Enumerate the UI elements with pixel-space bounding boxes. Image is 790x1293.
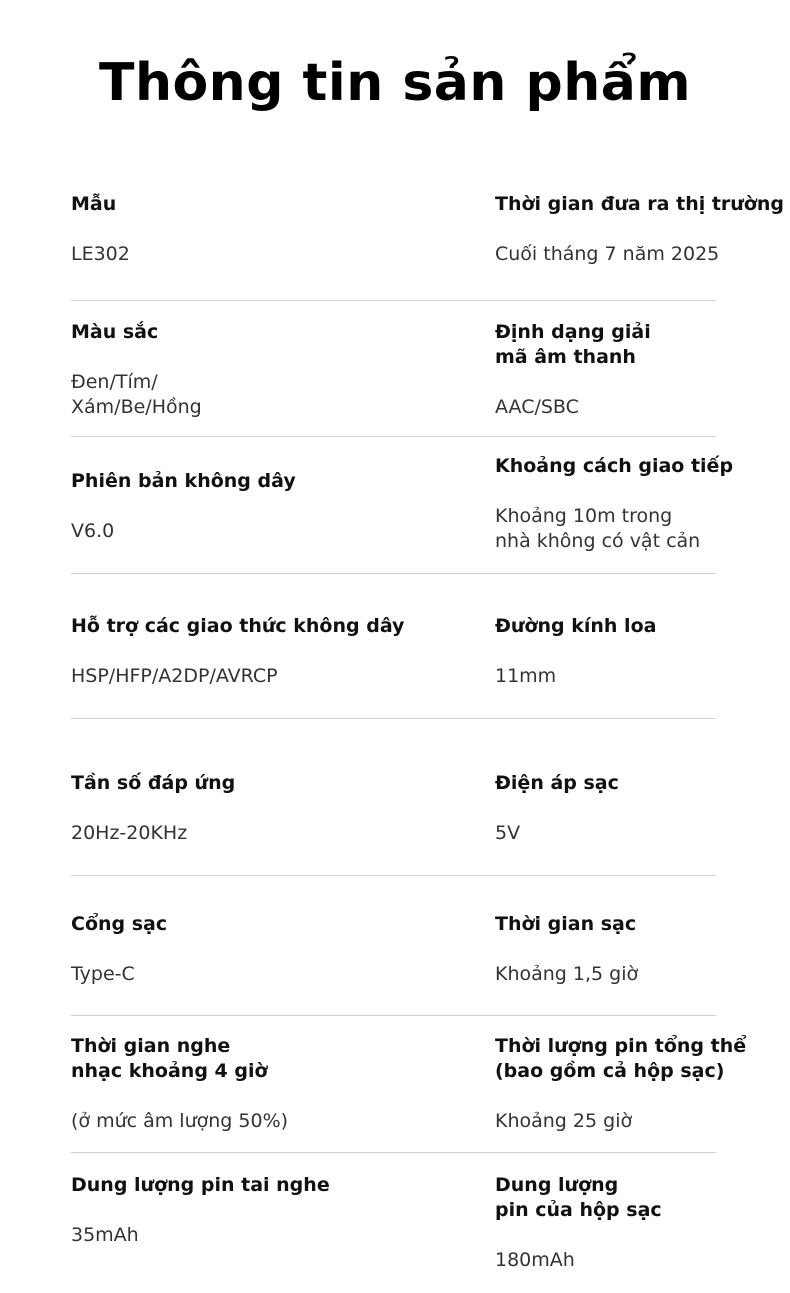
spec-label-speaker-diameter: Đường kính loa (495, 615, 657, 637)
spec-value-earbud-battery: 35mAh (71, 1224, 139, 1246)
spec-label-audio-codec: Định dạng giải mã âm thanh (495, 321, 651, 368)
spec-value-release-date: Cuối tháng 7 năm 2025 (495, 243, 720, 265)
spec-value-total-battery-life: Khoảng 25 giờ (495, 1110, 633, 1132)
spec-value-protocols: HSP/HFP/A2DP/AVRCP (71, 665, 278, 687)
spec-value-charging-time: Khoảng 1,5 giờ (495, 963, 639, 985)
spec-label-model: Mẫu (71, 193, 117, 215)
spec-label-color: Màu sắc (71, 321, 159, 343)
row-divider (71, 1152, 716, 1153)
spec-value-frequency-response: 20Hz-20KHz (71, 822, 188, 844)
spec-value-charging-port: Type-C (71, 963, 135, 985)
row-divider (71, 436, 716, 437)
spec-label-total-battery-life: Thời lượng pin tổng thể (bao gồm cả hộp sạc) (495, 1035, 747, 1082)
row-divider (71, 1015, 716, 1016)
spec-label-frequency-response: Tần số đáp ứng (71, 772, 236, 794)
spec-value-speaker-diameter: 11mm (495, 665, 557, 687)
spec-value-wireless-version: V6.0 (71, 520, 115, 542)
spec-label-release-date: Thời gian đưa ra thị trường (495, 193, 785, 215)
spec-value-playback-time: (ở mức âm lượng 50%) (71, 1110, 289, 1132)
row-divider (71, 875, 716, 876)
spec-label-charging-port: Cổng sạc (71, 913, 168, 935)
spec-label-charging-time: Thời gian sạc (495, 913, 637, 935)
spec-value-charging-voltage: 5V (495, 822, 521, 844)
spec-label-earbud-battery: Dung lượng pin tai nghe (71, 1174, 330, 1196)
spec-label-protocols: Hỗ trợ các giao thức không dây (71, 615, 405, 637)
row-divider (71, 300, 716, 301)
spec-value-range: Khoảng 10m trong nhà không có vật cản (495, 505, 701, 552)
spec-label-case-battery: Dung lượng pin của hộp sạc (495, 1174, 662, 1221)
spec-value-color: Đen/Tím/ Xám/Be/Hồng (71, 371, 202, 418)
spec-value-model: LE302 (71, 243, 130, 265)
row-divider (71, 718, 716, 719)
spec-value-case-battery: 180mAh (495, 1249, 575, 1271)
spec-label-range: Khoảng cách giao tiếp (495, 455, 734, 477)
spec-value-audio-codec: AAC/SBC (495, 396, 579, 418)
spec-label-playback-time: Thời gian nghe nhạc khoảng 4 giờ (71, 1035, 268, 1082)
spec-label-charging-voltage: Điện áp sạc (495, 772, 619, 794)
spec-label-wireless-version: Phiên bản không dây (71, 470, 296, 492)
row-divider (71, 573, 716, 574)
page-title: Thông tin sản phẩm (98, 53, 692, 113)
